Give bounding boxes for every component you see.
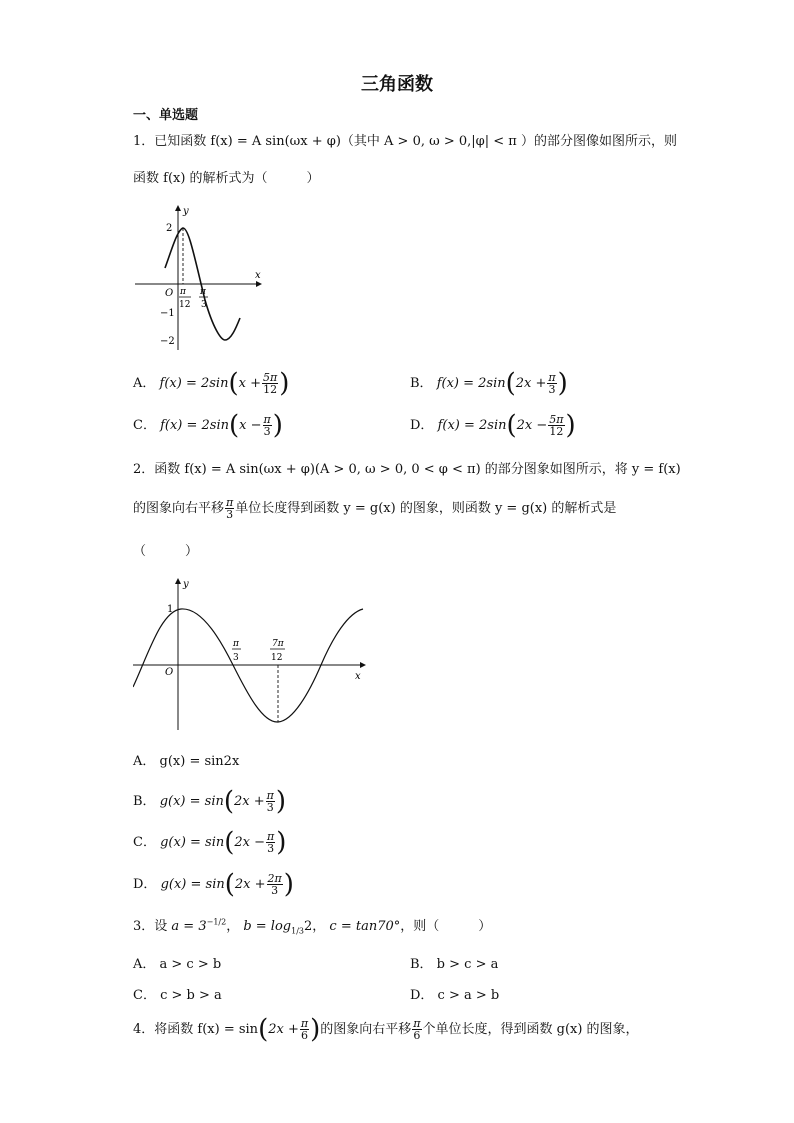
q1-tick-m1: −1 xyxy=(160,308,175,319)
q2-tick-1: 1 xyxy=(167,604,174,615)
q3-option-d[interactable]: D． c > a > b xyxy=(410,988,500,1003)
q2-tick-pi3-den: 3 xyxy=(233,653,239,663)
q3-option-c[interactable]: C． c > b > a xyxy=(133,988,222,1003)
q1-tick-pi3-num: π xyxy=(200,287,206,297)
q2-graph xyxy=(133,575,373,735)
page-title: 三角函数 xyxy=(361,74,433,95)
q2-line2: 的图象向右平移 $\frac{\pi}{3}$ 单位长度得到函数 y = g(x) 的图象，则函数 y = g(x) 的解析式是 xyxy=(133,496,617,521)
q1-line2: 函数 f(x) 的解析式为（ ） xyxy=(133,171,320,186)
q2-option-d[interactable]: D． g(x) = sin(2x + $\frac{2\pi}{3}$ ) xyxy=(133,869,294,900)
q2-o-label: O xyxy=(165,667,174,678)
section-heading: 一、单选题 xyxy=(133,108,199,123)
q1-x-label: x xyxy=(255,270,261,281)
q2-tick-pi3-num: π xyxy=(233,639,239,649)
q1-tick-pi3-den: 3 xyxy=(201,300,207,310)
q2-option-c[interactable]: C． g(x) = sin(2x − $\frac{\pi}{3}$ ) xyxy=(133,827,287,858)
q1-option-c[interactable]: C． f(x) = 2sin(x − $\frac{\pi}{3}$ ) xyxy=(133,410,283,441)
q1-tick-pi12-num: π xyxy=(180,287,186,297)
q2-tick-7pi12-num: 7π xyxy=(272,639,284,649)
q1-line1: 1．已知函数 f(x) = A sin(ωx + φ)（其中 A > 0, ω > 0,|φ| < π ）的部分图像如图所示，则 xyxy=(133,134,677,149)
q2-y-label: y xyxy=(183,579,189,590)
q2-tick-7pi12-den: 12 xyxy=(271,653,283,663)
q4-line: 4．将函数 f(x) = sin(2x + $\frac{\pi}{6}$ )的图象向右平移 $\frac{\pi}{6}$ 个单位长度，得到函数 g(x) 的图象， xyxy=(133,1014,639,1045)
q2-line1: 2．函数 f(x) = A sin(ωx + φ)(A > 0, ω > 0, 0 < φ < π) 的部分图象如图所示，将 y = f(x) xyxy=(133,462,681,477)
q1-graph xyxy=(133,200,273,355)
q1-tick-m2: −2 xyxy=(160,336,175,347)
q2-option-a[interactable]: A． g(x) = sin2x xyxy=(133,754,240,769)
q3-line: 3．设 $a = 3^{-1/2}$， $b = \log_{1/3}2$， c = tan70°，则（ ） xyxy=(133,917,492,936)
q3-option-a[interactable]: A． a > c > b xyxy=(133,957,222,972)
q2-option-b[interactable]: B． g(x) = sin(2x + $\frac{\pi}{3}$ ) xyxy=(133,786,287,817)
q3-option-b[interactable]: B． b > c > a xyxy=(410,957,499,972)
q1-option-d[interactable]: D． f(x) = 2sin(2x − $\frac{5\pi}{12}$ ) xyxy=(410,410,576,441)
q1-option-b[interactable]: B． f(x) = 2sin(2x + $\frac{\pi}{3}$ ) xyxy=(410,368,568,399)
q1-option-a[interactable]: A． f(x) = 2sin(x + $\frac{5\pi}{12}$ ) xyxy=(133,368,290,399)
q1-tick-pi12-den: 12 xyxy=(179,300,191,310)
q1-o-label: O xyxy=(165,288,174,299)
q1-y-label: y xyxy=(183,206,189,217)
q2-line3: （ ） xyxy=(133,544,199,559)
q1-tick-2: 2 xyxy=(166,223,173,234)
q2-x-label: x xyxy=(355,671,361,682)
